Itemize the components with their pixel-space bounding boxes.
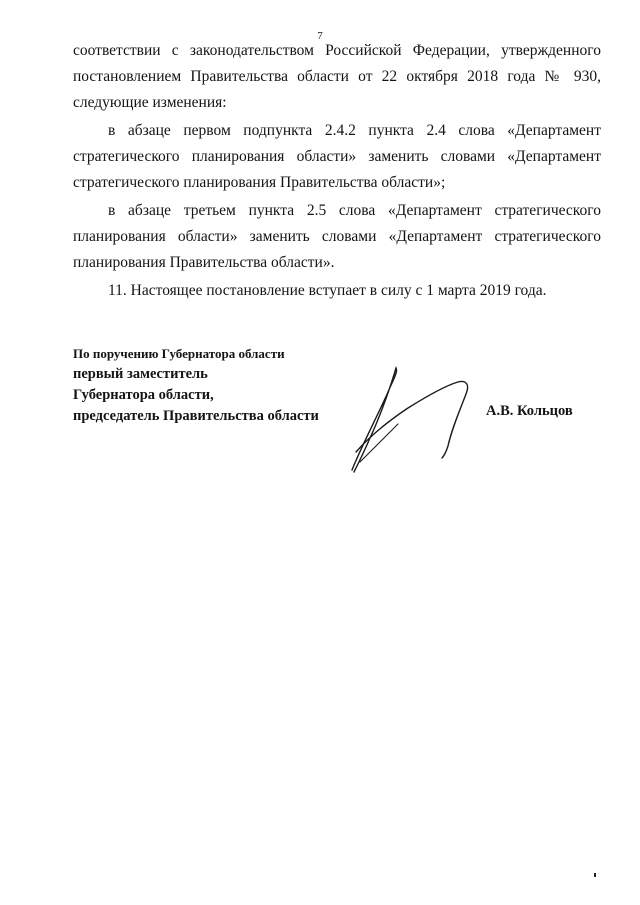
document-body xyxy=(73,38,601,306)
handwritten-signature xyxy=(340,360,480,480)
paragraph-intro: соответствии с законодательством Российской Федерации, утвержденного постановлением Правительства области от 22 октября 2018 года № 930, следующие изменения: xyxy=(73,42,601,111)
scan-mark xyxy=(594,873,596,877)
signature-authority-line: По поручению Губернатора области xyxy=(73,346,285,361)
paragraph-amendment-2-5: в абзаце третьем пункта 2.5 слова «Департамент стратегического планирования области» заменить словами «Департамент стратегического планирования Правительства области». xyxy=(73,202,601,271)
page-number: 7 xyxy=(317,30,323,42)
signature-position-line-3: председатель Правительства области xyxy=(73,408,319,424)
signature-position-line-1: первый заместитель xyxy=(73,366,208,382)
signer-name: А.В. Кольцов xyxy=(486,403,573,419)
signature-block xyxy=(73,344,319,427)
signature-position-line-2: Губернатора области, xyxy=(73,387,214,403)
paragraph-effective-date: 11. Настоящее постановление вступает в силу с 1 марта 2019 года. xyxy=(108,282,547,299)
paragraph-amendment-2-4: в абзаце первом подпункта 2.4.2 пункта 2.4 слова «Департамент стратегического планирования области» заменить словами «Департамент стратегического планирования Правительства области»; xyxy=(73,122,601,191)
